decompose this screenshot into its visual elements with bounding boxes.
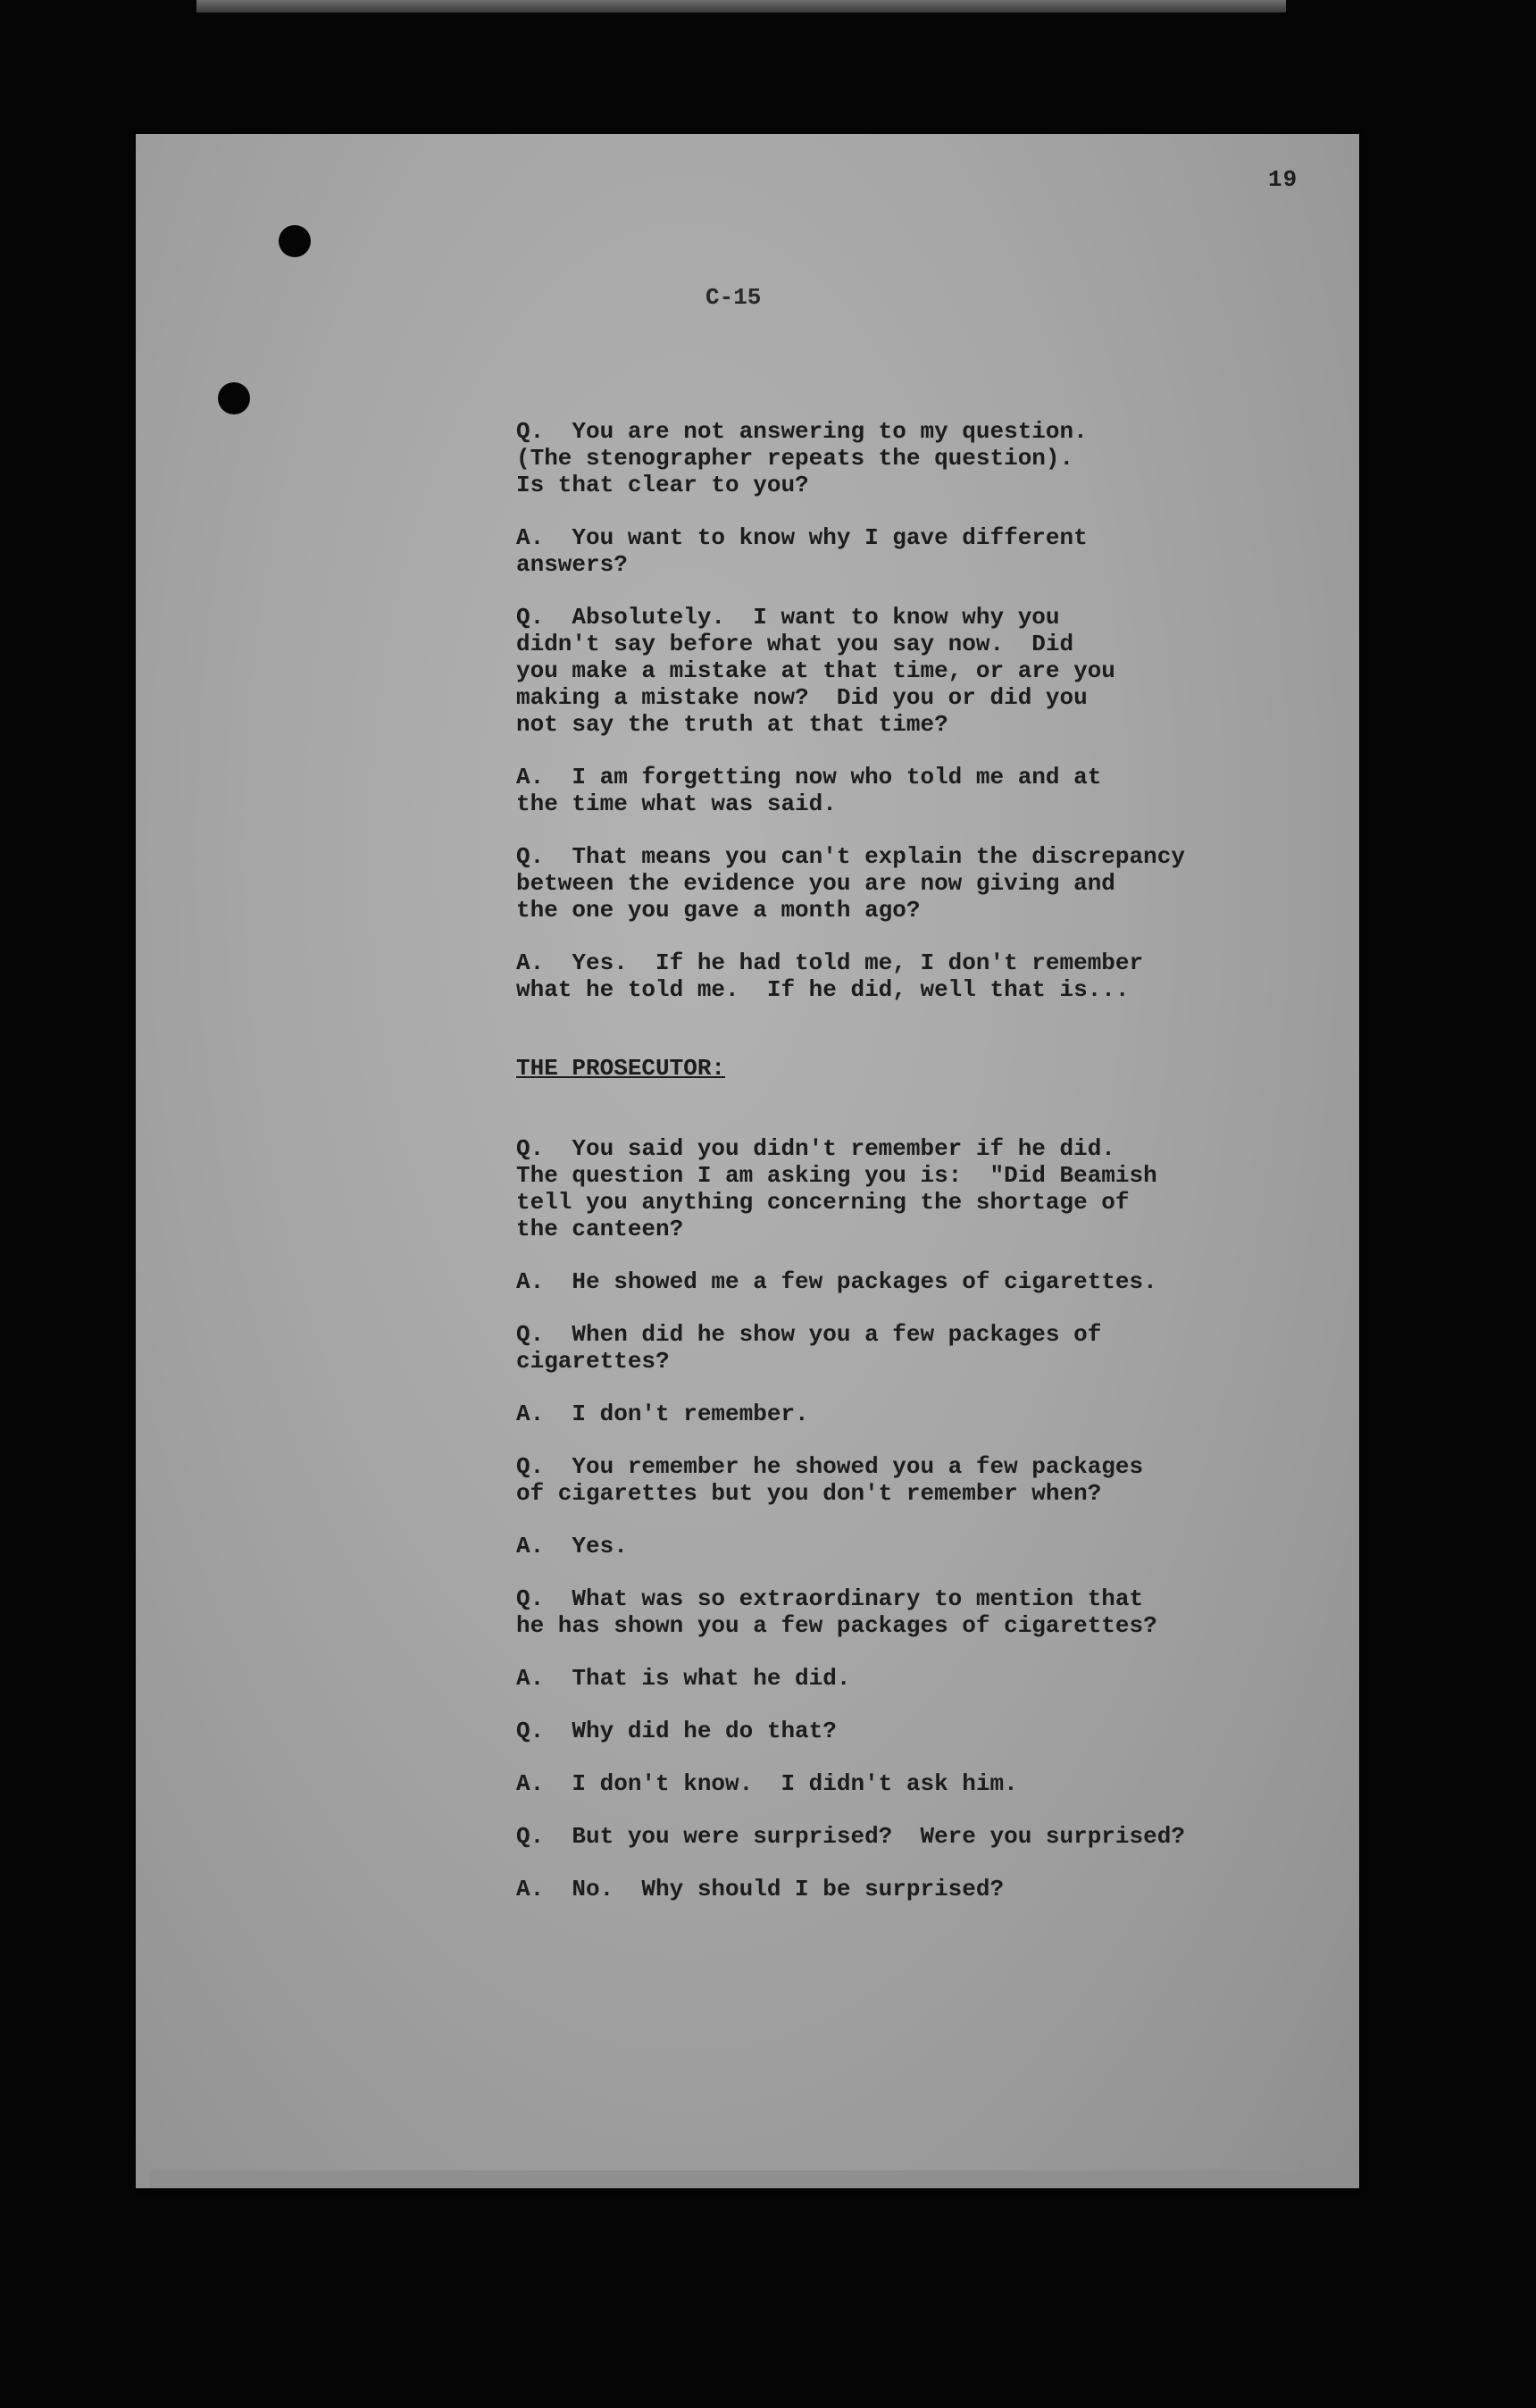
punch-hole-bottom — [218, 382, 250, 414]
transcript-entry: A. That is what he did. — [516, 1665, 851, 1692]
transcript-entry: Q. You said you didn't remember if he did. The question I am asking you is: "Did Beamish tell you anything concerning the shortage of the canteen? — [516, 1135, 1157, 1242]
transcript-entry: A. I don't know. I didn't ask him. — [516, 1770, 1018, 1797]
transcript-entry: A. You want to know why I gave different answers? — [516, 524, 1088, 578]
transcript-entry: Q. What was so extraordinary to mention that he has shown you a few packages of cigarettes? — [516, 1585, 1157, 1639]
punch-hole-top — [279, 225, 311, 257]
transcript-entry: A. I don't remember. — [516, 1400, 809, 1427]
transcript-entry: Q. Absolutely. I want to know why you didn't say before what you say now. Did you make a mistake at that time, or are you making a mistake now? Did you or did you not say the truth at that time? — [516, 604, 1115, 738]
page-number: 19 — [1268, 166, 1298, 193]
transcript-entry: Q. Why did he do that? — [516, 1718, 837, 1744]
section-code: C-15 — [705, 284, 762, 311]
transcript-entry: A. Yes. — [516, 1533, 628, 1559]
transcript-entry: A. Yes. If he had told me, I don't remember what he told me. If he did, well that is... — [516, 949, 1144, 1003]
transcript-body — [516, 418, 1248, 1928]
transcript-entry: Q. When did he show you a few packages of cigarettes? — [516, 1321, 1102, 1375]
transcript-entry: Q. You remember he showed you a few packages of cigarettes but you don't remember when? — [516, 1453, 1144, 1507]
transcript-entry: Q. You are not answering to my question. (The stenographer repeats the question). Is that clear to you? — [516, 418, 1088, 498]
transcript-entry: A. He showed me a few packages of cigarettes. — [516, 1268, 1157, 1295]
previous-page-edge — [196, 0, 1286, 13]
transcript-entry: Q. But you were surprised? Were you surprised? — [516, 1823, 1185, 1850]
transcript-entry: Q. That means you can't explain the discrepancy between the evidence you are now giving and the one you gave a month ago? — [516, 843, 1185, 924]
speaker-heading: THE PROSECUTOR: — [516, 1055, 726, 1082]
page-bottom-edge — [150, 2170, 1359, 2188]
transcript-entry: A. I am forgetting now who told me and at the time what was said. — [516, 764, 1102, 817]
transcript-entry: A. No. Why should I be surprised? — [516, 1876, 1005, 1902]
